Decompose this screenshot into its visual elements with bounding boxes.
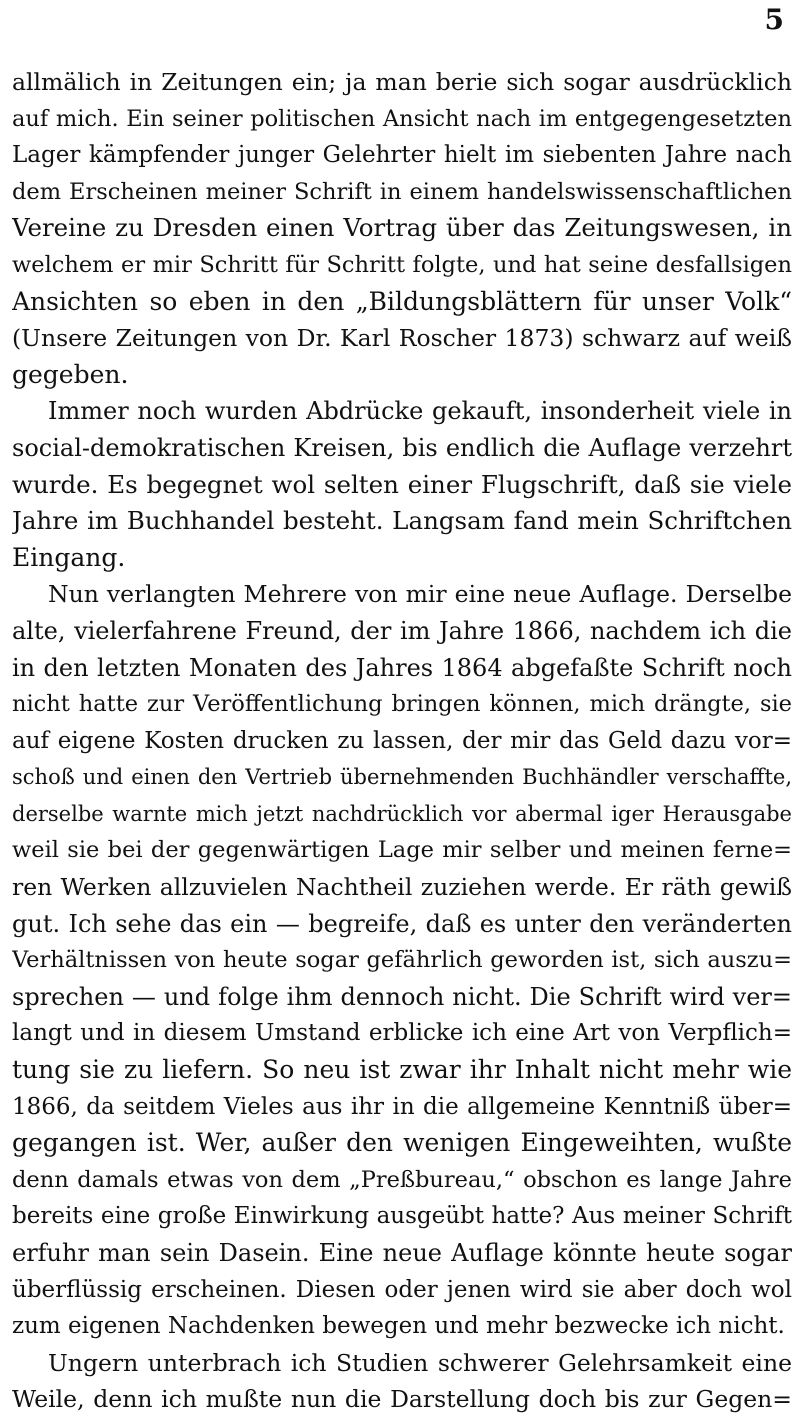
text-line: gut. Ich sehe das ein — begreife, daß es unter den veränderten [12, 909, 792, 938]
text-line: welchem er mir Schritt für Schritt folgte, und hat seine desfallsigen [12, 251, 792, 278]
text-line: Vereine zu Dresden einen Vortrag über das Zeitungswesen, in [12, 213, 792, 243]
text-line: wurde. Es begegnet wol selten einer Flugschrift, daß sie viele [12, 469, 792, 499]
text-line: tung sie zu liefern. So neu ist zwar ihr Inhalt nicht mehr wie [12, 1055, 792, 1085]
text-line: 1866, da seitdem Vieles aus ihr in die allgemeine Kenntniß über= [12, 1093, 792, 1120]
text-line: Ungern unterbrach ich Studien schwerer Gelehrsamkeit eine [48, 1348, 792, 1377]
body-text [12, 64, 792, 1418]
text-line: Jahre im Buchhandel besteht. Langsam fand mein Schriftchen [12, 506, 792, 536]
text-line: Verhältnissen von heute sogar gefährlich geworden ist, sich auszu= [12, 947, 792, 974]
text-line: erfuhr man sein Dasein. Eine neue Auflage könnte heute sogar [12, 1239, 792, 1267]
text-line: Ansichten so eben in den „Bildungsblättern für unser Volk“ [12, 286, 792, 316]
page-number: 5 [764, 3, 784, 36]
text-line: Immer noch wurden Abdrücke gekauft, insonderheit viele in [48, 397, 792, 426]
text-line: in den letzten Monaten des Jahres 1864 abgefaßte Schrift noch [12, 653, 792, 682]
text-line: Lager kämpfender junger Gelehrter hielt im siebenten Jahre nach [12, 142, 792, 169]
text-line: allmälich in Zeitungen ein; ja man berie sich sogar ausdrücklich [12, 68, 792, 96]
text-line: dem Erscheinen meiner Schrift in einem handelswissenschaftlichen [12, 178, 792, 205]
text-line: nicht hatte zur Veröffentlichung bringen können, mich drängte, sie [12, 691, 792, 718]
text-line: überflüssig erscheinen. Diesen oder jenen wird sie aber doch wol [12, 1276, 792, 1303]
text-line: langt und in diesem Umstand erblicke ich eine Art von Verpflich= [12, 1020, 792, 1047]
text-line: gegeben. [12, 359, 129, 389]
text-line: auf eigene Kosten drucken zu lassen, der mir das Geld dazu vor= [12, 727, 792, 754]
text-line: ren Werken allzuvielen Nachtheil zuziehen werde. Er räth gewiß [12, 873, 792, 902]
text-line: auf mich. Ein seiner politischen Ansicht nach im entgegengesetzten [12, 105, 792, 132]
text-line: denn damals etwas von dem „Preßbureau,“ obschon es lange Jahre [12, 1166, 792, 1193]
text-line: Nun verlangten Mehrere von mir eine neue Auflage. Derselbe [48, 580, 792, 609]
text-line: derselbe warnte mich jetzt nachdrücklich vor abermal iger Herausgabe [12, 801, 792, 826]
text-line: schoß und einen den Vertrieb übernehmenden Buchhändler verschaffte, [12, 765, 792, 790]
text-line: Eingang. [12, 542, 126, 572]
text-line: (Unsere Zeitungen von Dr. Karl Roscher 1873) schwarz auf weiß [12, 324, 792, 353]
text-line: bereits eine große Einwirkung ausgeübt hatte? Aus meiner Schrift [12, 1203, 792, 1230]
text-line: sprechen — und folge ihm dennoch nicht. Die Schrift wird ver= [12, 982, 792, 1011]
text-line: zum eigenen Nachdenken bewegen und mehr bezwecke ich nicht. [12, 1313, 785, 1340]
text-line: social-demokratischen Kreisen, bis endlich die Auflage verzehrt [12, 433, 792, 462]
text-line: alte, vielerfahrene Freund, der im Jahre 1866, nachdem ich die [12, 616, 792, 645]
text-line: Weile, denn ich mußte nun die Darstellung doch bis zur Gegen= [12, 1385, 792, 1414]
text-line: weil sie bei der gegenwärtigen Lage mir selber und meinen ferne= [12, 837, 792, 864]
text-line: gegangen ist. Wer, außer den wenigen Eingeweihten, wußte [12, 1128, 792, 1158]
